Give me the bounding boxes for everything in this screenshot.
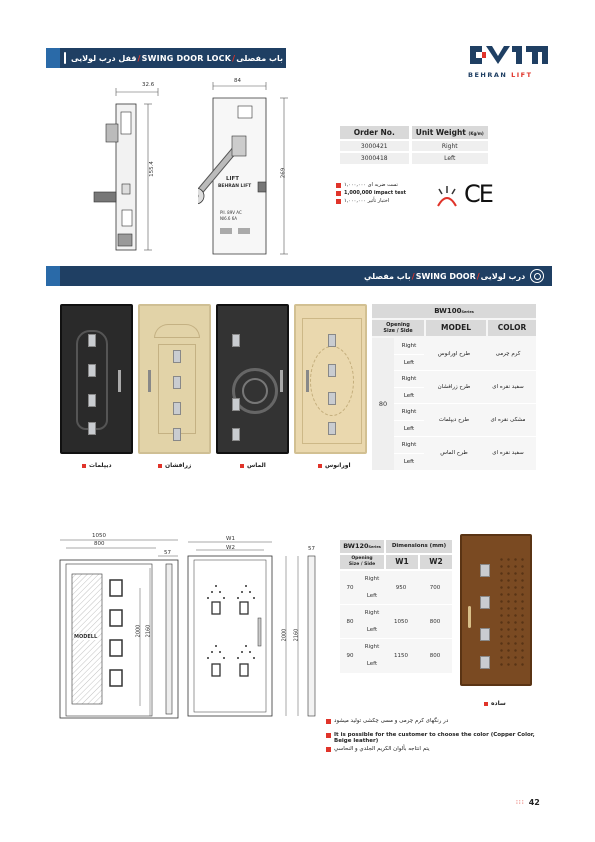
section2-title-en: SWING DOOR [415, 271, 476, 281]
note-en-text: It is possible for the customer to choose the color (Copper Color, Beige leather) [334, 732, 535, 744]
bw120-title-text: BW120 [343, 542, 369, 550]
note-fa [326, 718, 546, 724]
dim-57a: 57 [164, 550, 171, 556]
dim-57b: 57 [308, 546, 315, 552]
side-right: Right [364, 576, 380, 582]
dim-800: 800 [94, 541, 105, 547]
bw100-color: کرم چرمی [495, 351, 521, 357]
size-side-label: Size / Side [348, 562, 376, 567]
bw100-model: طرح دیپلمات [438, 417, 470, 423]
bw100-model-header: MODEL [426, 320, 486, 336]
dim-w1: W1 [226, 536, 235, 542]
section-header-swing-door-lock: قفل درب لولایی / SWING DOOR LOCK / قفل باب مفصلی [46, 48, 286, 68]
bw120-w1: 1150 [394, 653, 408, 659]
bw120-suffix: Series [368, 545, 381, 549]
weight-cell: Right [410, 140, 488, 152]
door-photo-plain [460, 534, 532, 686]
bw120-title [340, 540, 384, 553]
unit-weight-label: Unit Weight [415, 128, 466, 137]
door-label-uranus: اورانوس [318, 462, 351, 469]
opening-label: Opening [386, 322, 410, 328]
door-photo-zarafshan [138, 304, 211, 454]
gear-icon [530, 269, 544, 283]
side-right: Right [364, 610, 380, 616]
side-left: Left [403, 459, 415, 465]
bw120-w1: 1050 [394, 619, 408, 625]
bw100-color: سفید نقره ای [492, 384, 524, 390]
weight-cell: Left [410, 152, 488, 164]
side-left: Left [366, 593, 378, 599]
dim-w2: W2 [226, 545, 235, 551]
bw100-title-text: BW100 [434, 307, 462, 315]
ce-mark: CE [464, 180, 492, 208]
dim-2160: 2160 [145, 624, 152, 638]
lock-front-drawing [198, 78, 298, 263]
bw120-size: 80 [346, 619, 354, 625]
lock-icon [64, 52, 66, 64]
section-header-swing-door: باب مفصلي / SWING DOOR / درب لولایی [364, 266, 544, 286]
model-text: MODELL [74, 634, 98, 640]
size-label: Size [383, 328, 395, 334]
door-label-zarafshan: زرافشان [158, 462, 191, 469]
page-number-block [516, 798, 540, 807]
dim-width: 84 [234, 78, 241, 84]
dim-2000: 2000 [135, 624, 142, 638]
dim-2160b: 2160 [293, 628, 300, 642]
side-right: Right [394, 437, 424, 454]
brand-name: BEHRAN [468, 71, 508, 79]
section2-title-fa-right: درب لولایی [480, 271, 526, 281]
bw120-size: 70 [346, 585, 354, 591]
bw100-opening-header: Opening Size / Side [372, 320, 424, 336]
unit-weight-unit: (Kg/m) [468, 131, 484, 136]
bw120-opening-header [340, 555, 384, 569]
door-label-diplomat: دیپلمات [82, 462, 112, 469]
side-right: Right [394, 338, 424, 355]
red-bullet [326, 747, 331, 752]
impact-en: 1,000,000 impact test [344, 190, 407, 196]
red-bullet [336, 191, 341, 196]
bw100-color-header: COLOR [488, 320, 536, 336]
red-bullet [336, 199, 341, 204]
bw100-model: طرح الماس [440, 450, 468, 456]
brand-logo-mark [468, 44, 552, 66]
side-right: Right [394, 371, 424, 388]
side-left: Left [403, 393, 415, 399]
side-label: Side [400, 328, 413, 334]
bw120-size: 90 [346, 653, 354, 659]
order-cell: 3000421 [340, 140, 410, 152]
lock-label-brand: BEHRAN LIFT [218, 184, 252, 189]
order-no-header: Order No. [340, 126, 410, 140]
side-right: Right [394, 404, 424, 421]
note-ar-text: يتم انتاجه بألوان الكريم الجلدي و النحاسي [334, 746, 430, 752]
lock-spec2: Nl6.6 6A [220, 216, 238, 221]
door-photo-diplomat [60, 304, 133, 454]
dim-height: 269 [280, 167, 287, 179]
opening-label: Opening [351, 556, 373, 561]
red-bullet [326, 733, 331, 738]
dim-top: 32.6 [142, 82, 155, 88]
lock-spec1: Pll. 89V AC [220, 210, 242, 215]
bw120-w1-header: W1 [386, 555, 418, 569]
bw100-title [372, 304, 536, 318]
unit-weight-header [410, 126, 488, 140]
dim-1050: 1050 [92, 533, 106, 539]
impact-hammer-icon [434, 184, 460, 210]
bw120-w2: 800 [429, 653, 441, 659]
bw100-model: طرح اورانوس [437, 351, 471, 357]
door-front-drawing [54, 528, 184, 720]
impact-fa: ۱,۰۰۰,۰۰۰ تست ضربه ای [344, 182, 398, 188]
section2-title-fa-left: باب مفصلي [364, 271, 411, 281]
bw100-color: سفید نقره ای [492, 450, 524, 456]
order-table [340, 126, 488, 164]
side-left: Left [366, 627, 378, 633]
section1-title-en: SWING DOOR LOCK [141, 53, 232, 63]
side-right: Right [364, 644, 380, 650]
note-ar [326, 746, 546, 752]
bw100-size-value: 80 [372, 338, 394, 470]
lock-label-lift: LIFT [226, 176, 240, 182]
impact-test-block [336, 182, 428, 204]
dots-decoration: ⁝⁝⁝ [516, 799, 525, 806]
side-left: Left [366, 661, 378, 667]
door-panel-drawing [186, 536, 326, 720]
page-number: 42 [528, 798, 540, 807]
brand-name-lift: LIFT [511, 71, 533, 79]
note-en [326, 732, 546, 744]
note-fa-text: در رنگهای کرم چرمی و مسی چکشی تولید میشود [334, 718, 449, 724]
brand-logo [468, 44, 552, 78]
section1-title-fa-right: قفل درب لولایی [71, 53, 137, 63]
door-label-almas: الماس [240, 462, 266, 469]
door-photo-almas [216, 304, 289, 454]
red-bullet [336, 183, 341, 188]
bw100-table [372, 304, 536, 470]
bw120-w1: 950 [395, 585, 407, 591]
bw100-color: مشکی نقره ای [490, 417, 526, 423]
dim-2000b: 2000 [281, 628, 288, 642]
lock-side-drawing [86, 84, 166, 259]
order-cell: 3000418 [340, 152, 410, 164]
impact-ar: ۱,۰۰۰,۰۰۰ اختبار تأثير [344, 198, 390, 204]
bw100-model: طرح زرافشان [437, 384, 471, 390]
door-label-plain: ساده [484, 700, 506, 707]
bw120-w2: 700 [429, 585, 441, 591]
bw120-w2: 800 [429, 619, 441, 625]
dim-vertical: 155.4 [148, 161, 155, 177]
red-bullet [326, 719, 331, 724]
section1-title-fa-left: قفل باب مفصلی [236, 53, 304, 63]
side-left: Left [403, 426, 415, 432]
door-photo-uranus [294, 304, 367, 454]
bw120-table [340, 540, 452, 673]
bw120-w2-header: W2 [420, 555, 452, 569]
side-left: Left [403, 360, 415, 366]
bw100-suffix: Series [461, 310, 474, 314]
bw120-dimensions: Dimensions (mm) [386, 540, 452, 553]
